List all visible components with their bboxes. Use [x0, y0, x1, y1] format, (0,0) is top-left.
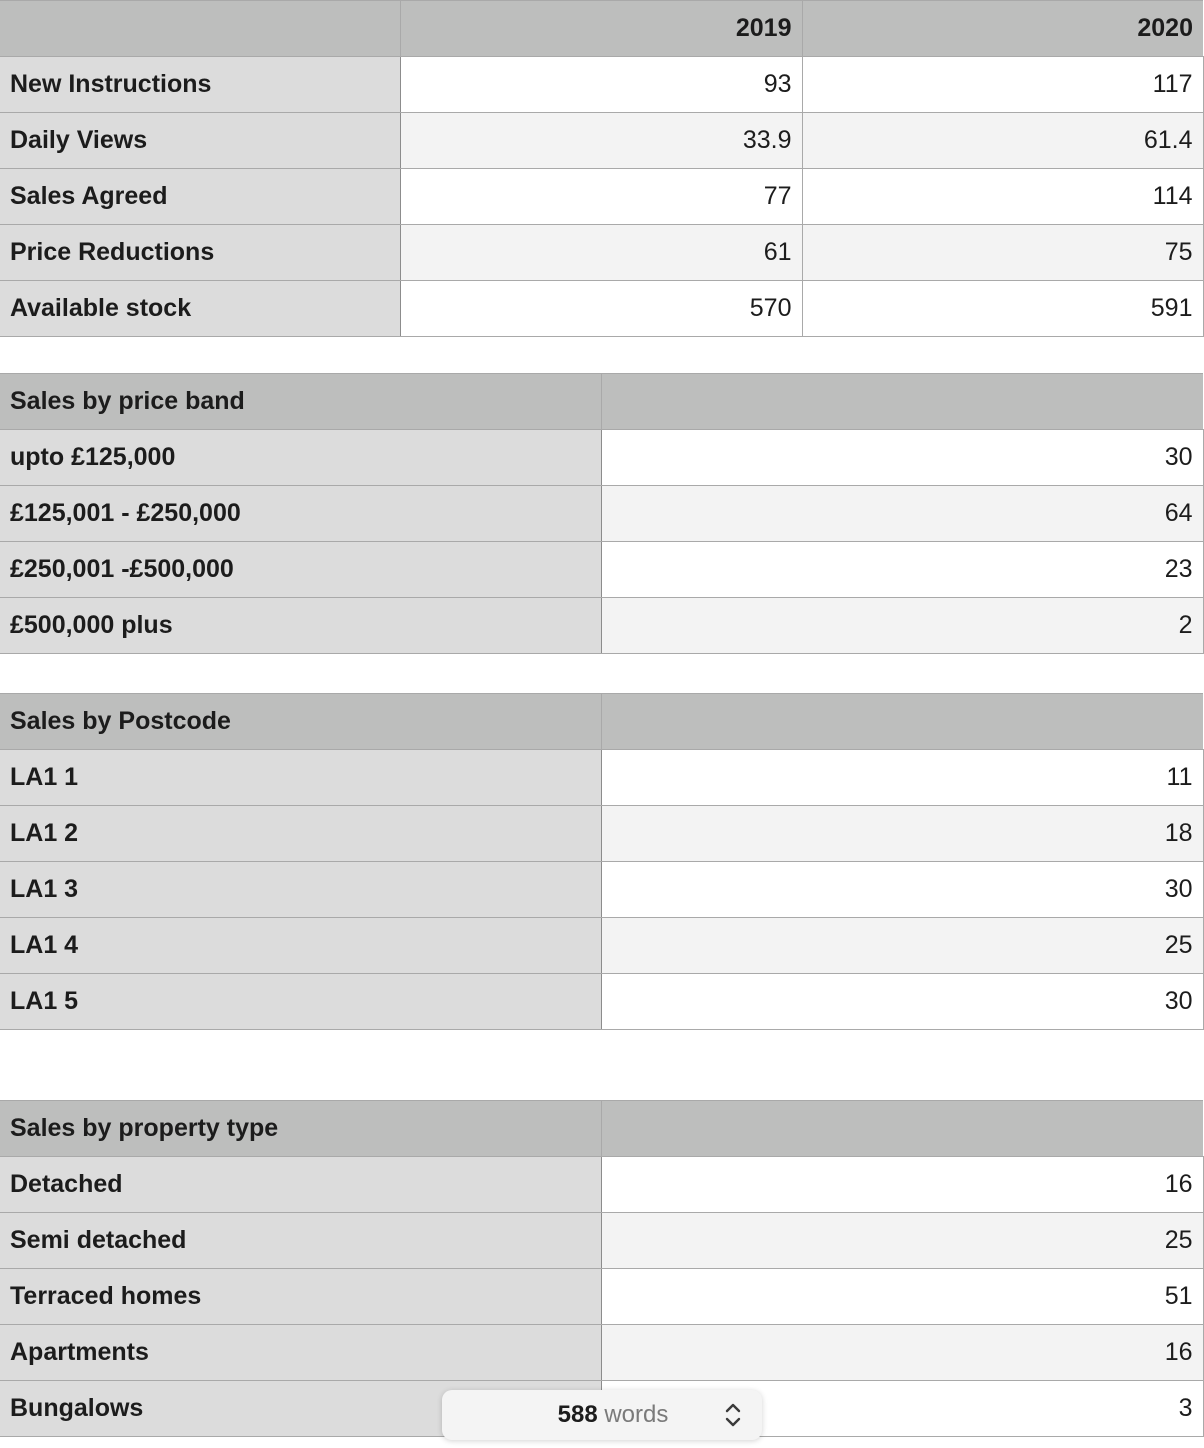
- price-band-header-row: [0, 374, 1203, 430]
- row-label[interactable]: Bungalows: [0, 1381, 601, 1437]
- postcode-header-value[interactable]: [601, 694, 1203, 750]
- table-row: [0, 750, 1203, 806]
- table-row: [0, 974, 1203, 1030]
- row-label[interactable]: £500,000 plus: [0, 598, 601, 654]
- table-row: [0, 225, 1203, 281]
- row-value[interactable]: 2: [601, 598, 1203, 654]
- row-label[interactable]: £125,001 - £250,000: [0, 486, 601, 542]
- overview-header-blank[interactable]: [0, 1, 400, 57]
- value-2019[interactable]: 93: [400, 57, 802, 113]
- value-2020[interactable]: 114: [802, 169, 1203, 225]
- row-label[interactable]: Available stock: [0, 281, 400, 337]
- chevron-up-down-icon[interactable]: [724, 1401, 742, 1429]
- word-count-unit: words: [604, 1401, 669, 1428]
- row-label[interactable]: Apartments: [0, 1325, 601, 1381]
- table-row: [0, 806, 1203, 862]
- row-label[interactable]: upto £125,000: [0, 430, 601, 486]
- value-2019[interactable]: 570: [400, 281, 802, 337]
- table-row: [0, 1325, 1203, 1381]
- property-type-title[interactable]: Sales by property type: [0, 1101, 601, 1157]
- row-label[interactable]: Terraced homes: [0, 1269, 601, 1325]
- row-label[interactable]: LA1 1: [0, 750, 601, 806]
- row-label[interactable]: LA1 5: [0, 974, 601, 1030]
- row-value[interactable]: 25: [601, 1213, 1203, 1269]
- word-count-button[interactable]: [442, 1390, 762, 1440]
- row-label[interactable]: New Instructions: [0, 57, 400, 113]
- row-value[interactable]: 25: [601, 918, 1203, 974]
- row-label[interactable]: Price Reductions: [0, 225, 400, 281]
- price-band-header-value[interactable]: [601, 374, 1203, 430]
- table-row: [0, 486, 1203, 542]
- value-2019[interactable]: 61: [400, 225, 802, 281]
- row-value[interactable]: 3: [601, 1381, 1203, 1437]
- table-row: [0, 281, 1203, 337]
- value-2019[interactable]: 77: [400, 169, 802, 225]
- row-label[interactable]: Daily Views: [0, 113, 400, 169]
- table-row: [0, 430, 1203, 486]
- price-band-title[interactable]: Sales by price band: [0, 374, 601, 430]
- row-value[interactable]: 51: [601, 1269, 1203, 1325]
- property-type-header-row: [0, 1101, 1203, 1157]
- postcode-table: [0, 693, 1204, 1030]
- table-row: [0, 169, 1203, 225]
- value-2020[interactable]: 591: [802, 281, 1203, 337]
- value-2020[interactable]: 61.4: [802, 113, 1203, 169]
- property-type-header-value[interactable]: [601, 1101, 1203, 1157]
- overview-header-2020[interactable]: 2020: [802, 1, 1203, 57]
- row-value[interactable]: 16: [601, 1325, 1203, 1381]
- table-row: [0, 1157, 1203, 1213]
- overview-header-2019[interactable]: 2019: [400, 1, 802, 57]
- row-label[interactable]: Detached: [0, 1157, 601, 1213]
- row-label[interactable]: Semi detached: [0, 1213, 601, 1269]
- table-row: [0, 542, 1203, 598]
- table-row: [0, 918, 1203, 974]
- overview-table: [0, 0, 1204, 337]
- table-row: [0, 113, 1203, 169]
- table-row: [0, 598, 1203, 654]
- row-value[interactable]: 23: [601, 542, 1203, 598]
- word-count-label: [442, 1401, 714, 1429]
- row-value[interactable]: 64: [601, 486, 1203, 542]
- row-label[interactable]: Sales Agreed: [0, 169, 400, 225]
- value-2020[interactable]: 75: [802, 225, 1203, 281]
- table-row: [0, 862, 1203, 918]
- row-value[interactable]: 30: [601, 862, 1203, 918]
- value-2019[interactable]: 33.9: [400, 113, 802, 169]
- price-band-table: [0, 373, 1204, 654]
- word-count-number: 588: [557, 1401, 598, 1428]
- overview-header-row: [0, 1, 1203, 57]
- postcode-title[interactable]: Sales by Postcode: [0, 694, 601, 750]
- table-row: [0, 57, 1203, 113]
- row-value[interactable]: 18: [601, 806, 1203, 862]
- row-label[interactable]: LA1 3: [0, 862, 601, 918]
- row-value[interactable]: 11: [601, 750, 1203, 806]
- row-label[interactable]: LA1 4: [0, 918, 601, 974]
- row-value[interactable]: 30: [601, 430, 1203, 486]
- postcode-header-row: [0, 694, 1203, 750]
- row-value[interactable]: 16: [601, 1157, 1203, 1213]
- table-row: [0, 1213, 1203, 1269]
- value-2020[interactable]: 117: [802, 57, 1203, 113]
- row-label[interactable]: £250,001 -£500,000: [0, 542, 601, 598]
- row-label[interactable]: LA1 2: [0, 806, 601, 862]
- table-row: [0, 1269, 1203, 1325]
- property-type-table: [0, 1100, 1204, 1437]
- row-value[interactable]: 30: [601, 974, 1203, 1030]
